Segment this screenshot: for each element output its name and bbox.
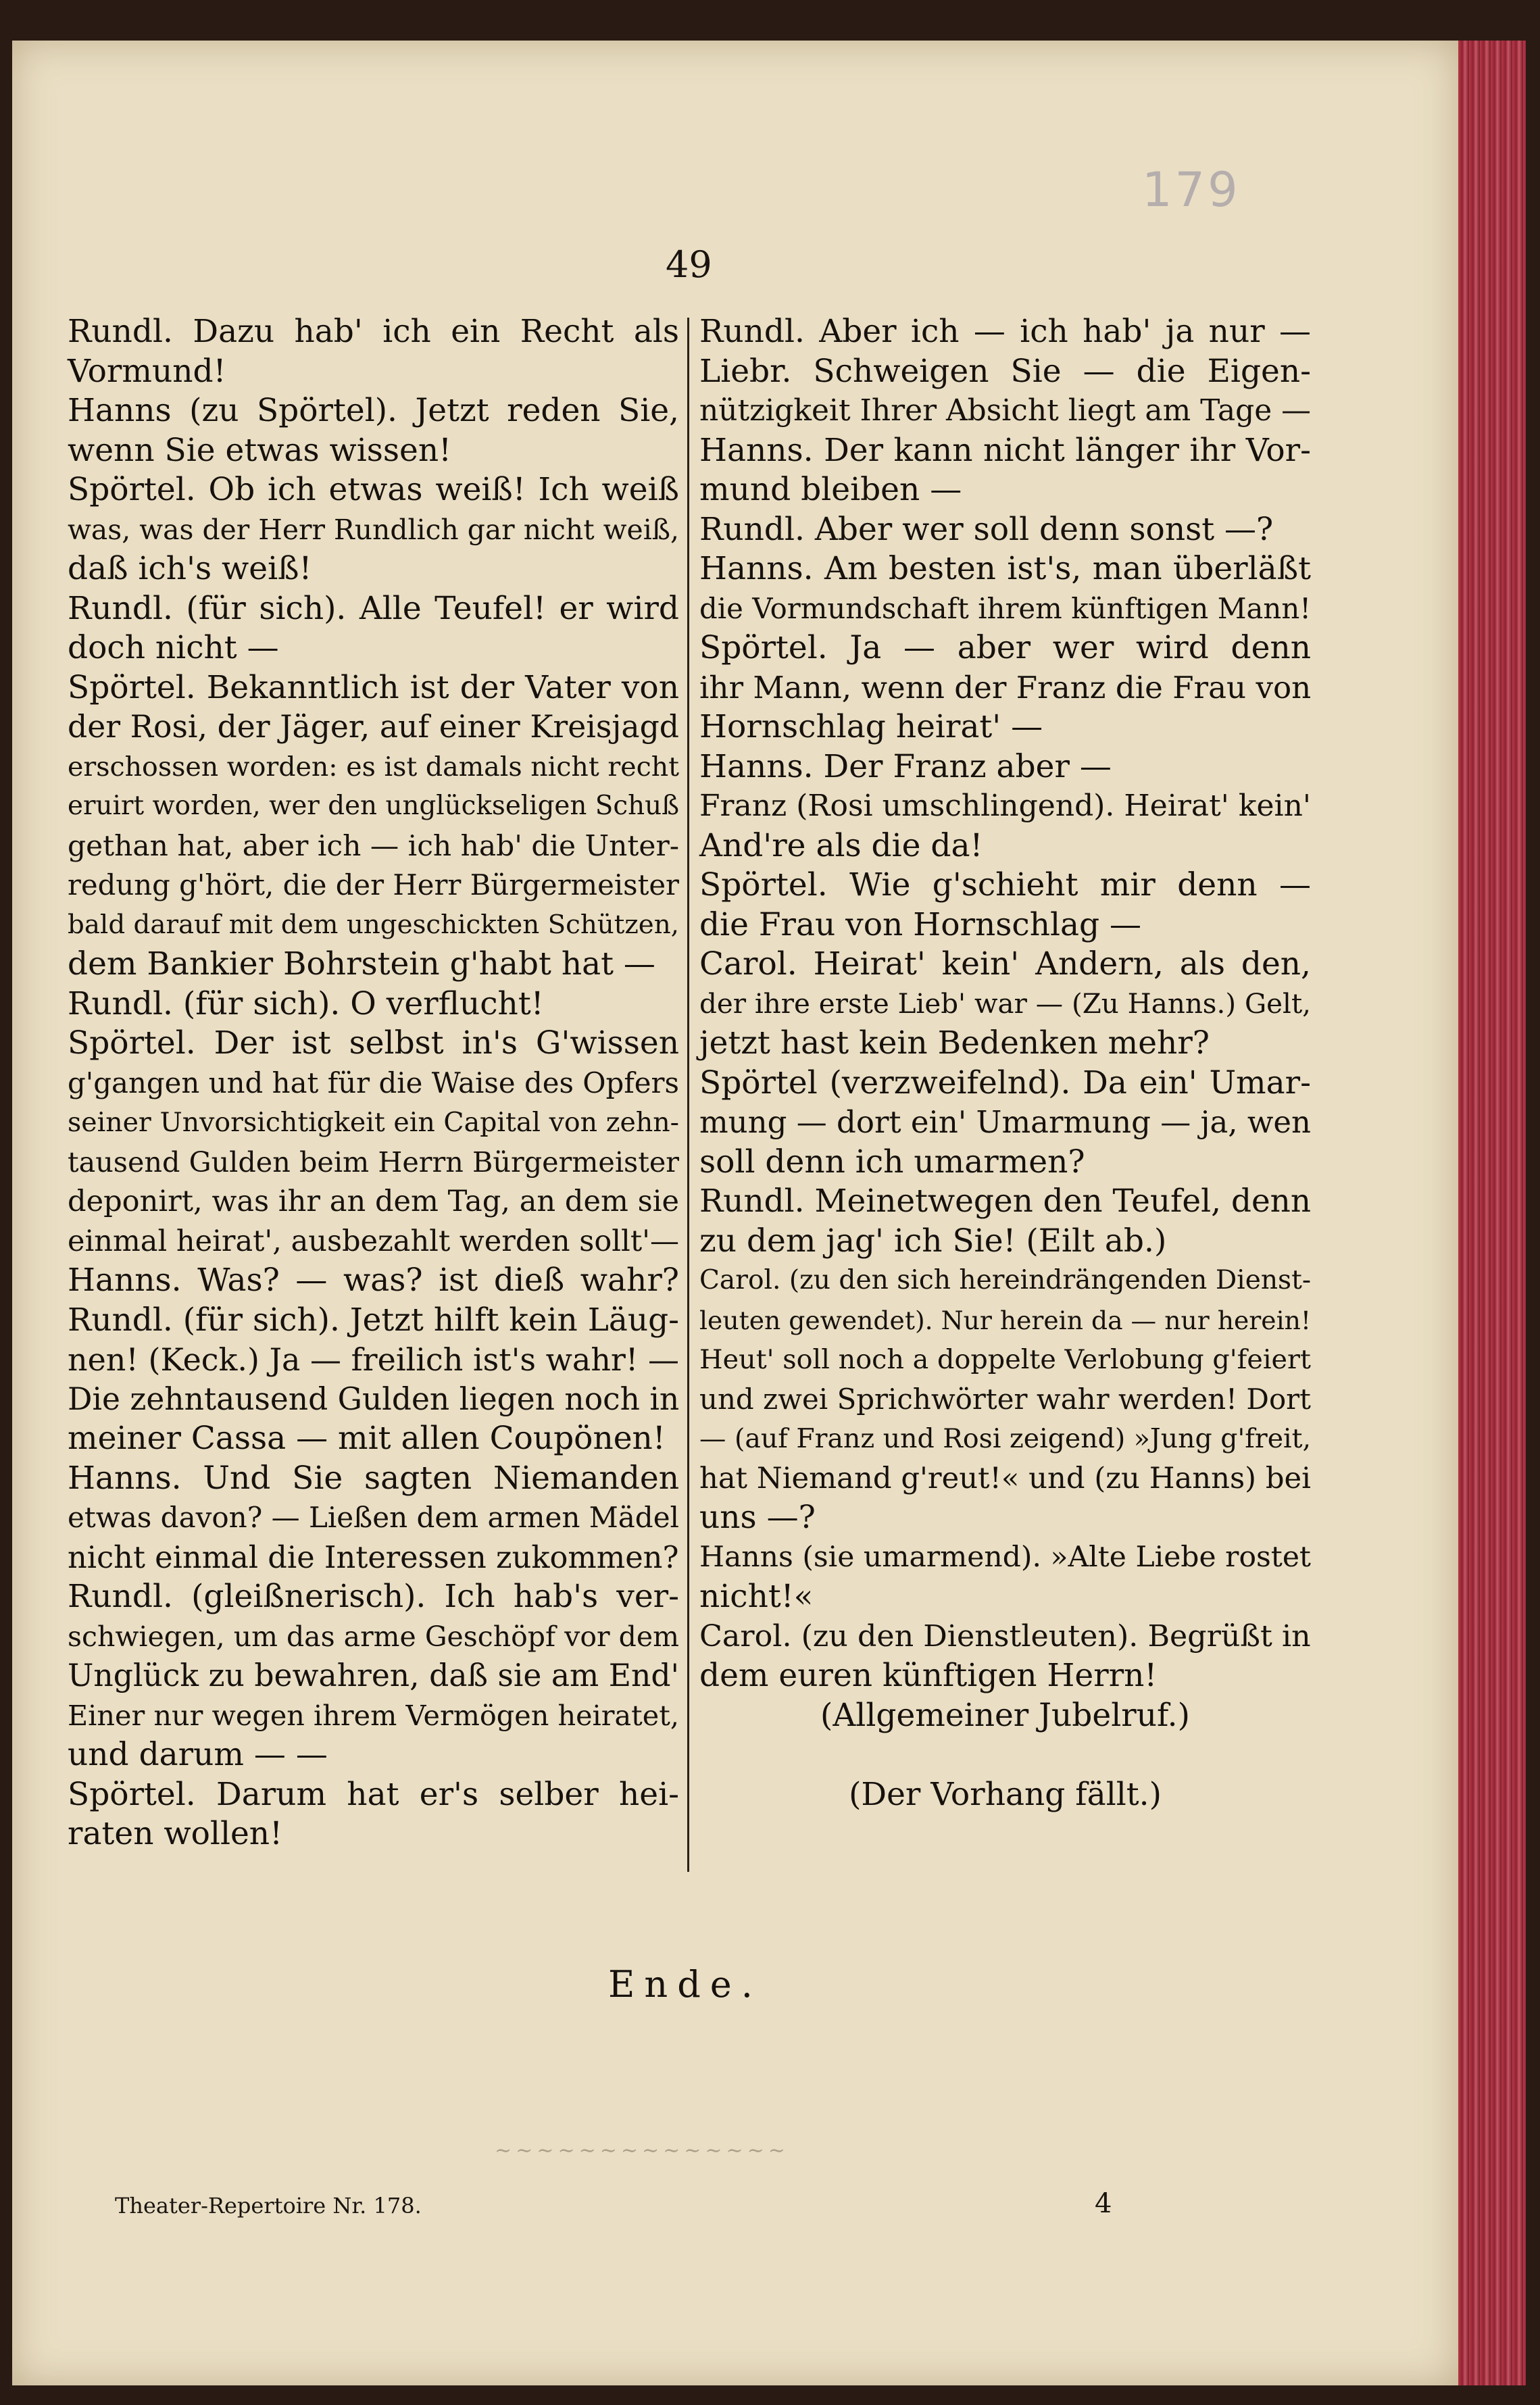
page-edge-binding <box>1458 41 1526 2385</box>
column-divider <box>687 318 689 1872</box>
text-line: nicht einmal die Interessen zukommen? <box>68 1539 679 1575</box>
text-line: meiner Cassa — mit allen Coupönen! <box>68 1420 666 1457</box>
text-line: soll denn ich umarmen? <box>699 1143 1085 1181</box>
text-line: Vormund! <box>68 352 226 390</box>
text-line: Einer nur wegen ihrem Vermögen heiratet, <box>68 1699 679 1732</box>
text-line: die Vormundschaft ihrem künftigen Mann! <box>699 591 1311 625</box>
text-line: redung g'hört, die der Herr Bürgermeister <box>68 868 679 901</box>
text-line: nen! (Keck.) Ja — freilich ist's wahr! — <box>68 1341 679 1378</box>
text-line: nicht!« <box>699 1578 814 1615</box>
pencil-annotation: 179 <box>1142 162 1241 218</box>
text-line: zu dem jag' ich Sie! (Eilt ab.) <box>699 1222 1167 1260</box>
text-line: deponirt, was ihr an dem Tag, an dem sie <box>68 1185 679 1218</box>
text-line: hat Niemand g'reut!« und (zu Hanns) bei <box>699 1461 1311 1495</box>
text-line: was, was der Herr Rundlich gar nicht weiß, <box>68 513 679 546</box>
page-number: 49 <box>666 243 712 286</box>
text-line: mund bleiben — <box>699 471 962 508</box>
text-line: Carol. (zu den Dienstleuten). Begrüßt in <box>699 1618 1311 1654</box>
text-line: Liebr. Schweigen Sie — die Eigen- <box>699 352 1311 390</box>
text-line: Rundl. Dazu hab' ich ein Recht als <box>68 313 679 350</box>
text-line: seiner Unvorsichtigkeit ein Capital von zehn- <box>68 1107 679 1138</box>
text-line: mung — dort ein' Umarmung — ja, wen <box>699 1104 1312 1140</box>
text-line: Spörtel. Bekanntlich ist der Vater von <box>68 668 679 706</box>
text-line: Hanns. Der Franz aber — <box>699 747 1112 785</box>
right-column <box>699 312 1311 1814</box>
text-line: Spörtel. Ja — aber wer wird denn <box>699 629 1311 666</box>
text-line: Hanns (zu Spörtel). Jetzt reden Sie, <box>68 392 679 429</box>
text-line: schwiegen, um das arme Geschöpf vor dem <box>68 1620 679 1653</box>
text-line: (Der Vorhang fällt.) <box>849 1775 1162 1813</box>
text-line: Spörtel. Ob ich etwas weiß! Ich weiß <box>68 471 679 508</box>
text-line: Unglück zu bewahren, daß sie am End' <box>68 1658 680 1693</box>
text-line: ihr Mann, wenn der Franz die Frau von <box>699 669 1312 705</box>
text-line: Rundl. (für sich). O verflucht! <box>68 985 544 1022</box>
text-line: daß ich's weiß! <box>68 550 312 587</box>
text-line: Hornschlag heirat' — <box>699 708 1043 745</box>
text-line: Spörtel. Der ist selbst in's G'wissen <box>68 1024 679 1062</box>
text-line: etwas davon? — Ließen dem armen Mädel <box>68 1501 679 1534</box>
text-line: uns —? <box>699 1499 816 1536</box>
text-line: nützigkeit Ihrer Absicht liegt am Tage — <box>699 393 1312 428</box>
ornament-divider: ∼∼∼∼∼∼∼∼∼∼∼∼∼∼ <box>495 2139 789 2162</box>
text-line: dem Bankier Bohrstein g'habt hat — <box>68 945 655 983</box>
text-line: raten wollen! <box>68 1815 282 1852</box>
text-line: leuten gewendet). Nur herein da — nur herein! <box>699 1305 1311 1335</box>
footer-text: Theater-Repertoire Nr. 178. <box>115 2193 422 2218</box>
text-line: Rundl. Meinetwegen den Teufel, denn <box>699 1183 1312 1220</box>
text-line: die Frau von Hornschlag — <box>699 906 1142 943</box>
text-line: Hanns. Was? — was? ist dieß wahr? <box>68 1262 679 1299</box>
text-line: Spörtel. Darum hat er's selber hei- <box>68 1775 679 1813</box>
text-line: und zwei Sprichwörter wahr werden! Dort <box>699 1382 1311 1416</box>
text-line: Hanns (sie umarmend). »Alte Liebe rostet <box>699 1540 1311 1574</box>
text-line: Die zehntausend Gulden liegen noch in <box>68 1381 680 1417</box>
text-line: bald darauf mit dem ungeschickten Schützen, <box>68 909 679 940</box>
ende-heading: Ende. <box>608 1963 762 2006</box>
text-line: Rundl. (für sich). Jetzt hilft kein Läug- <box>68 1301 679 1339</box>
text-line: einmal heirat', ausbezahlt werden sollt'— <box>68 1224 679 1258</box>
text-line: Spörtel (verzweifelnd). Da ein' Umar- <box>699 1064 1311 1101</box>
text-line: Spörtel. Wie g'schieht mir denn — <box>699 866 1311 903</box>
text-line: Carol. Heirat' kein' Andern, als den, <box>699 945 1311 983</box>
text-line: gethan hat, aber ich — ich hab' die Unter- <box>68 828 679 862</box>
text-line: Carol. (zu den sich hereindrängenden Dienst- <box>699 1265 1312 1295</box>
text-line: wenn Sie etwas wissen! <box>68 431 451 469</box>
left-column <box>68 312 679 1854</box>
text-line: Rundl. Aber ich — ich hab' ja nur — <box>699 313 1311 350</box>
text-line <box>699 1735 1311 1775</box>
text-line: Rundl. Aber wer soll denn sonst —? <box>699 510 1274 548</box>
text-line: And're als die da! <box>699 826 983 864</box>
text-line: g'gangen und hat für die Waise des Opfers <box>68 1066 679 1099</box>
text-line: Hanns. Am besten ist's, man überläßt <box>699 550 1311 587</box>
text-line: Rundl. (für sich). Alle Teufel! er wird <box>68 589 679 627</box>
text-line: — (auf Franz und Rosi zeigend) »Jung g'freit, <box>699 1423 1311 1454</box>
text-line: der Rosi, der Jäger, auf einer Kreisjagd <box>68 709 679 745</box>
text-line: (Allgemeiner Jubelruf.) <box>820 1696 1190 1734</box>
text-line: tausend Gulden beim Herrn Bürgermeister <box>68 1145 679 1179</box>
text-line: Hanns. Der kann nicht länger ihr Vor- <box>699 431 1311 469</box>
text-line: Heut' soll noch a doppelte Verlobung g'feiert <box>699 1344 1311 1375</box>
text-line: Rundl. (gleißnerisch). Ich hab's ver- <box>68 1578 679 1615</box>
text-line: Hanns. Und Sie sagten Niemanden <box>68 1459 679 1497</box>
signature-mark: 4 <box>1095 2188 1112 2219</box>
text-line: doch nicht — <box>68 629 279 666</box>
text-line: dem euren künftigen Herrn! <box>699 1657 1158 1694</box>
text-line: und darum — — <box>68 1736 328 1773</box>
text-line: jetzt hast kein Bedenken mehr? <box>699 1024 1210 1062</box>
text-line: erschossen worden: es ist damals nicht recht <box>68 751 679 783</box>
text-line: eruirt worden, wer den unglückseligen Schuß <box>68 791 679 821</box>
text-line: der ihre erste Lieb' war — (Zu Hanns.) Gelt, <box>699 987 1311 1020</box>
text-line: Franz (Rosi umschlingend). Heirat' kein' <box>699 789 1311 823</box>
